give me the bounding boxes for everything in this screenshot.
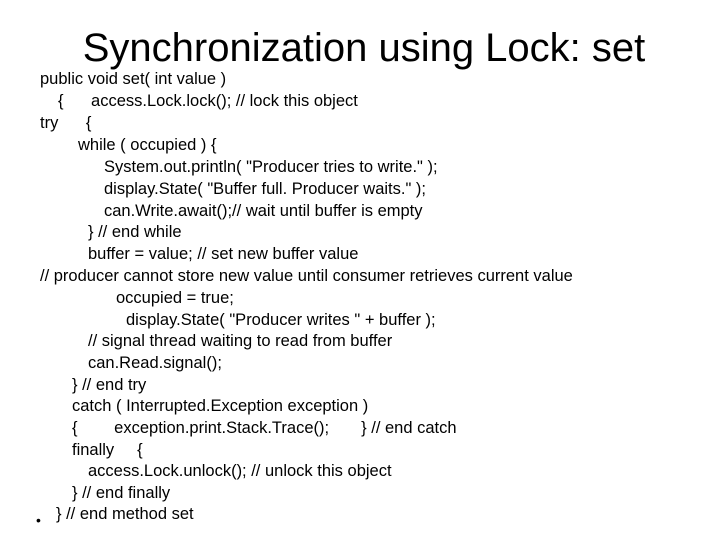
code-line: while ( occupied ) { (78, 136, 217, 154)
code-line: } // end while (88, 223, 182, 241)
bullet-marker: • (36, 512, 41, 528)
code-line: try { (40, 114, 92, 132)
code-line: // signal thread waiting to read from buffer (88, 332, 393, 350)
code-line: display.State( "Producer writes " + buffer ); (126, 311, 436, 329)
code-line: { access.Lock.lock(); // lock this object (58, 92, 358, 110)
code-line: public void set( int value ) (40, 70, 227, 88)
code-line: catch ( Interrupted.Exception exception ) (72, 397, 369, 415)
code-line: buffer = value; // set new buffer value (88, 245, 359, 263)
code-line: } // end try (72, 376, 147, 394)
code-line: { exception.print.Stack.Trace(); } // end catch (72, 419, 457, 437)
code-line: } // end method set (56, 505, 194, 523)
code-line: } // end finally (72, 484, 171, 502)
code-line: can.Read.signal(); (88, 354, 222, 372)
code-line: display.State( "Buffer full. Producer waits." ); (104, 180, 426, 198)
code-line: finally { (72, 441, 143, 459)
code-line: System.out.println( "Producer tries to write." ); (104, 158, 438, 176)
code-line: occupied = true; (116, 289, 234, 307)
code-line: access.Lock.unlock(); // unlock this object (88, 462, 392, 480)
code-line: can.Write.await();// wait until buffer is empty (104, 202, 423, 220)
code-line: // producer cannot store new value until consumer retrieves current value (40, 267, 573, 285)
slide-title: Synchronization using Lock: set (82, 26, 646, 70)
